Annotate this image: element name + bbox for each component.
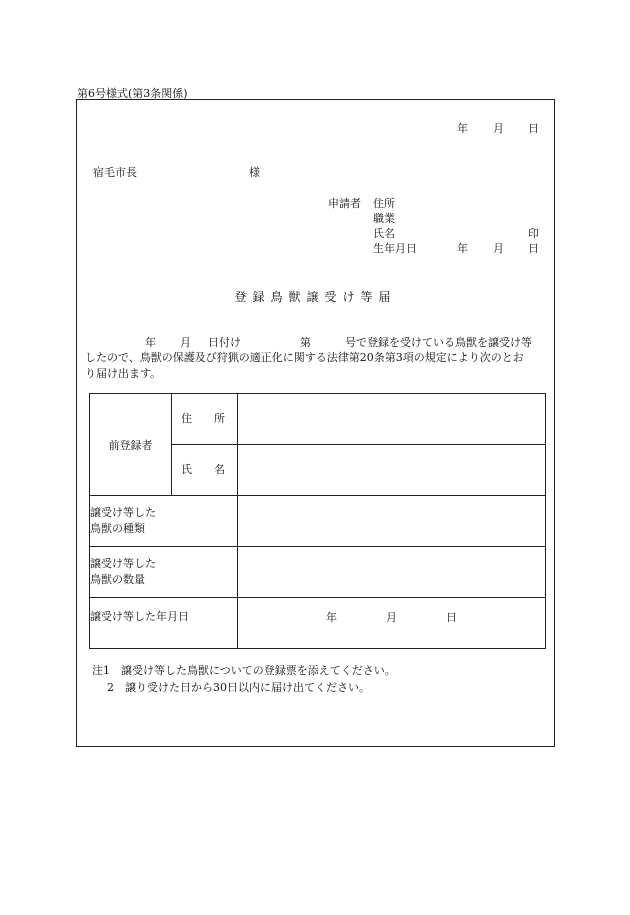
form-frame — [76, 99, 555, 747]
body-year: 年 — [145, 336, 156, 349]
note-2: 2 譲り受けた日から30日以内に届け出てください。 — [107, 681, 370, 694]
birth-day: 日 — [528, 242, 539, 255]
applicant-label: 申請者 — [328, 197, 361, 210]
quantity-label-line1: 譲受け等した — [90, 557, 156, 570]
prev-name-label: 氏 名 — [172, 445, 238, 496]
birth-year: 年 — [457, 242, 468, 255]
body-line3: り届け出ます。 — [85, 367, 162, 380]
notes — [92, 662, 396, 696]
prev-name-value[interactable] — [238, 445, 546, 496]
quantity-value[interactable] — [238, 547, 546, 598]
applicant-occupation-label: 職業 — [373, 212, 395, 225]
date-day: 日 — [528, 122, 539, 135]
prev-address-label: 住 所 — [172, 394, 238, 445]
transfer-date-year: 年 — [326, 611, 337, 624]
transfer-date-day: 日 — [446, 611, 457, 624]
applicant-birthdate-label: 生年月日 — [373, 242, 417, 255]
document-title: 登録鳥獣譲受け等届 — [234, 290, 397, 304]
quantity-label — [90, 547, 238, 598]
form-number: 第6号様式(第3条関係) — [77, 87, 188, 100]
body-dai: 第 — [300, 336, 311, 349]
prev-address-value[interactable] — [238, 394, 546, 445]
applicant-name-label: 氏名 — [373, 227, 395, 240]
registration-table — [89, 393, 546, 649]
date-year: 年 — [457, 122, 468, 135]
transfer-date-month: 月 — [386, 611, 397, 624]
transfer-date-value[interactable] — [238, 598, 546, 649]
date-month: 月 — [493, 122, 504, 135]
species-label-line2: 鳥獣の種類 — [90, 522, 145, 535]
body-line1-rest: 号で登録を受けている鳥獣を譲受け等 — [345, 336, 532, 349]
species-label — [90, 496, 238, 547]
note-1: 注1 譲受け等した鳥獣についての登録票を添えてください。 — [92, 664, 396, 677]
addressee-honorific: 様 — [249, 166, 260, 179]
body-month: 月 — [180, 336, 191, 349]
species-value[interactable] — [238, 496, 546, 547]
addressee-name: 宿毛市長 — [93, 166, 137, 179]
transfer-date-label: 譲受け等した年月日 — [90, 598, 238, 649]
body-line2: したので、鳥獣の保護及び狩猟の適正化に関する法律第20条第3項の規定により次のとお — [85, 351, 524, 364]
quantity-label-line2: 鳥獣の数量 — [90, 573, 145, 586]
prev-registrant-label: 前登録者 — [90, 394, 172, 496]
body-dated: 日付け — [208, 336, 241, 349]
applicant-address-label: 住所 — [373, 197, 395, 210]
birth-month: 月 — [493, 242, 504, 255]
seal-mark: 印 — [528, 227, 539, 240]
species-label-line1: 譲受け等した — [90, 506, 156, 519]
